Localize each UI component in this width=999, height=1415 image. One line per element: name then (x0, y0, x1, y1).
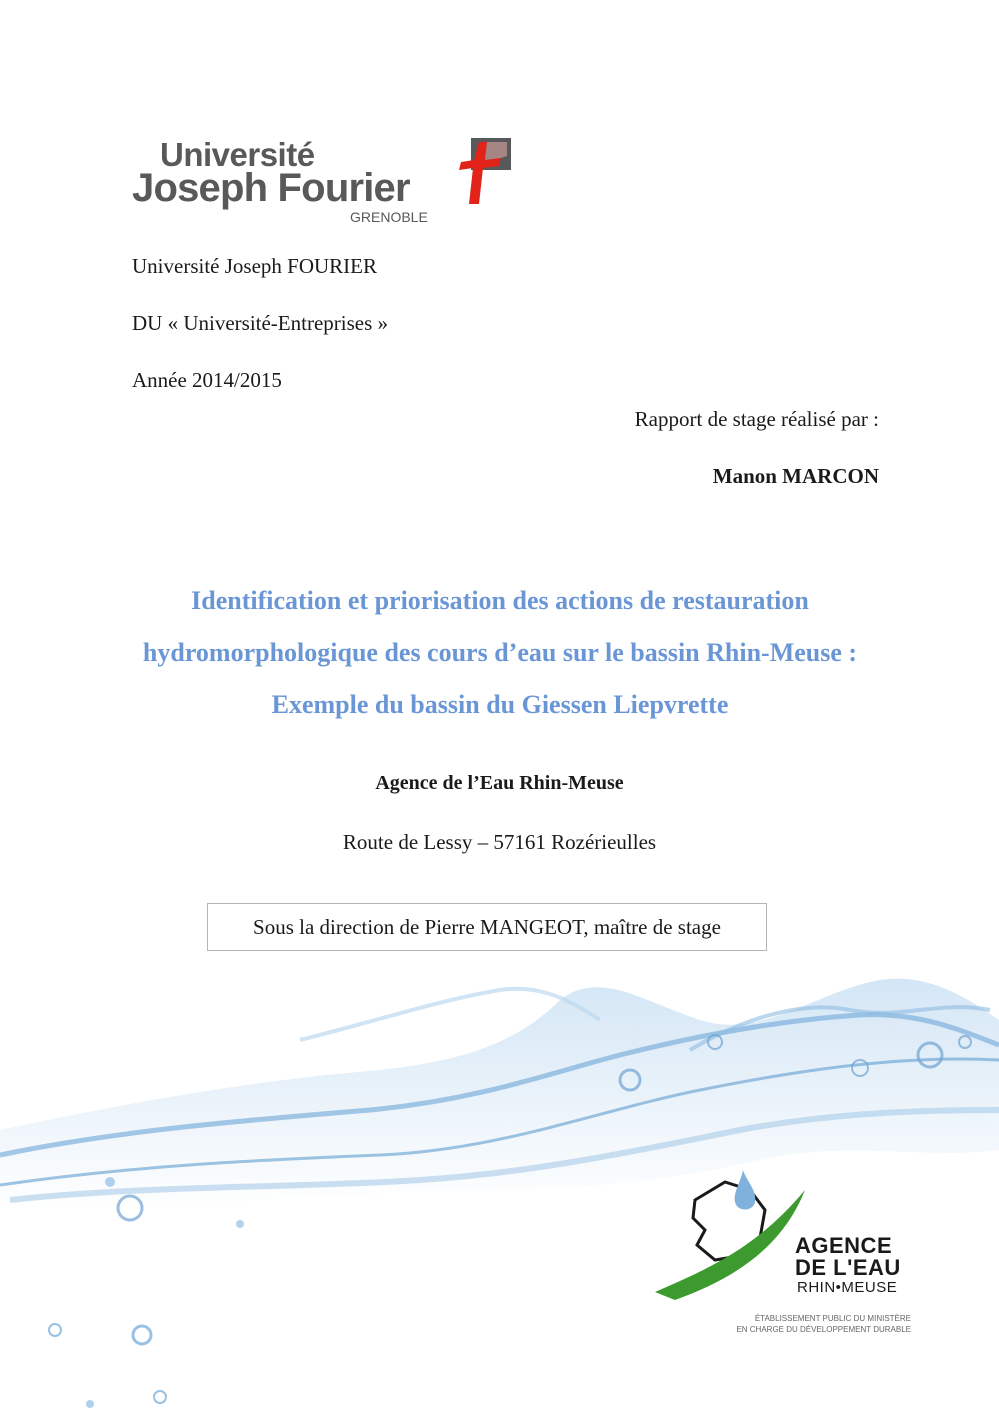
agency-logo (655, 1160, 915, 1345)
university-name: Université Joseph FOURIER (132, 254, 377, 278)
university-logo-line3: GRENOBLE (350, 209, 428, 225)
university-logo (132, 136, 522, 231)
academic-year: Année 2014/2015 (132, 368, 282, 392)
agency-logo-line1: AGENCE (795, 1233, 893, 1258)
university-logo-line2: Joseph Fourier (132, 166, 410, 210)
supervision-text: Sous la direction de Pierre MANGEOT, maître de stage (253, 914, 721, 939)
report-author-name: Manon MARCON (712, 464, 879, 488)
host-address: Route de Lessy – 57161 Rozérieulles (342, 830, 657, 854)
agency-logo-sub1: ÉTABLISSEMENT PUBLIC DU MINISTÈRE (754, 1314, 911, 1323)
agency-logo-line3: RHIN•MEUSE (797, 1279, 898, 1296)
supervision-box (207, 903, 767, 951)
university-logo-line1: Université (160, 136, 315, 173)
host-agency: Agence de l’Eau Rhin-Meuse (375, 772, 624, 794)
report-author-label: Rapport de stage réalisé par : (634, 407, 879, 431)
university-mark-icon (457, 138, 513, 208)
diploma-name: DU « Université-Entreprises » (132, 311, 389, 335)
agency-logo-line2: DE L'EAU (795, 1255, 901, 1280)
report-title: Identification et priorisation des actions de restauration hydromorphologique des cours d’eau sur le bassin Rhin-Meuse : Exemple du bassin du Giessen Liepvrette (142, 586, 858, 719)
agency-logo-sub2: EN CHARGE DU DÉVELOPPEMENT DURABLE (736, 1325, 911, 1334)
